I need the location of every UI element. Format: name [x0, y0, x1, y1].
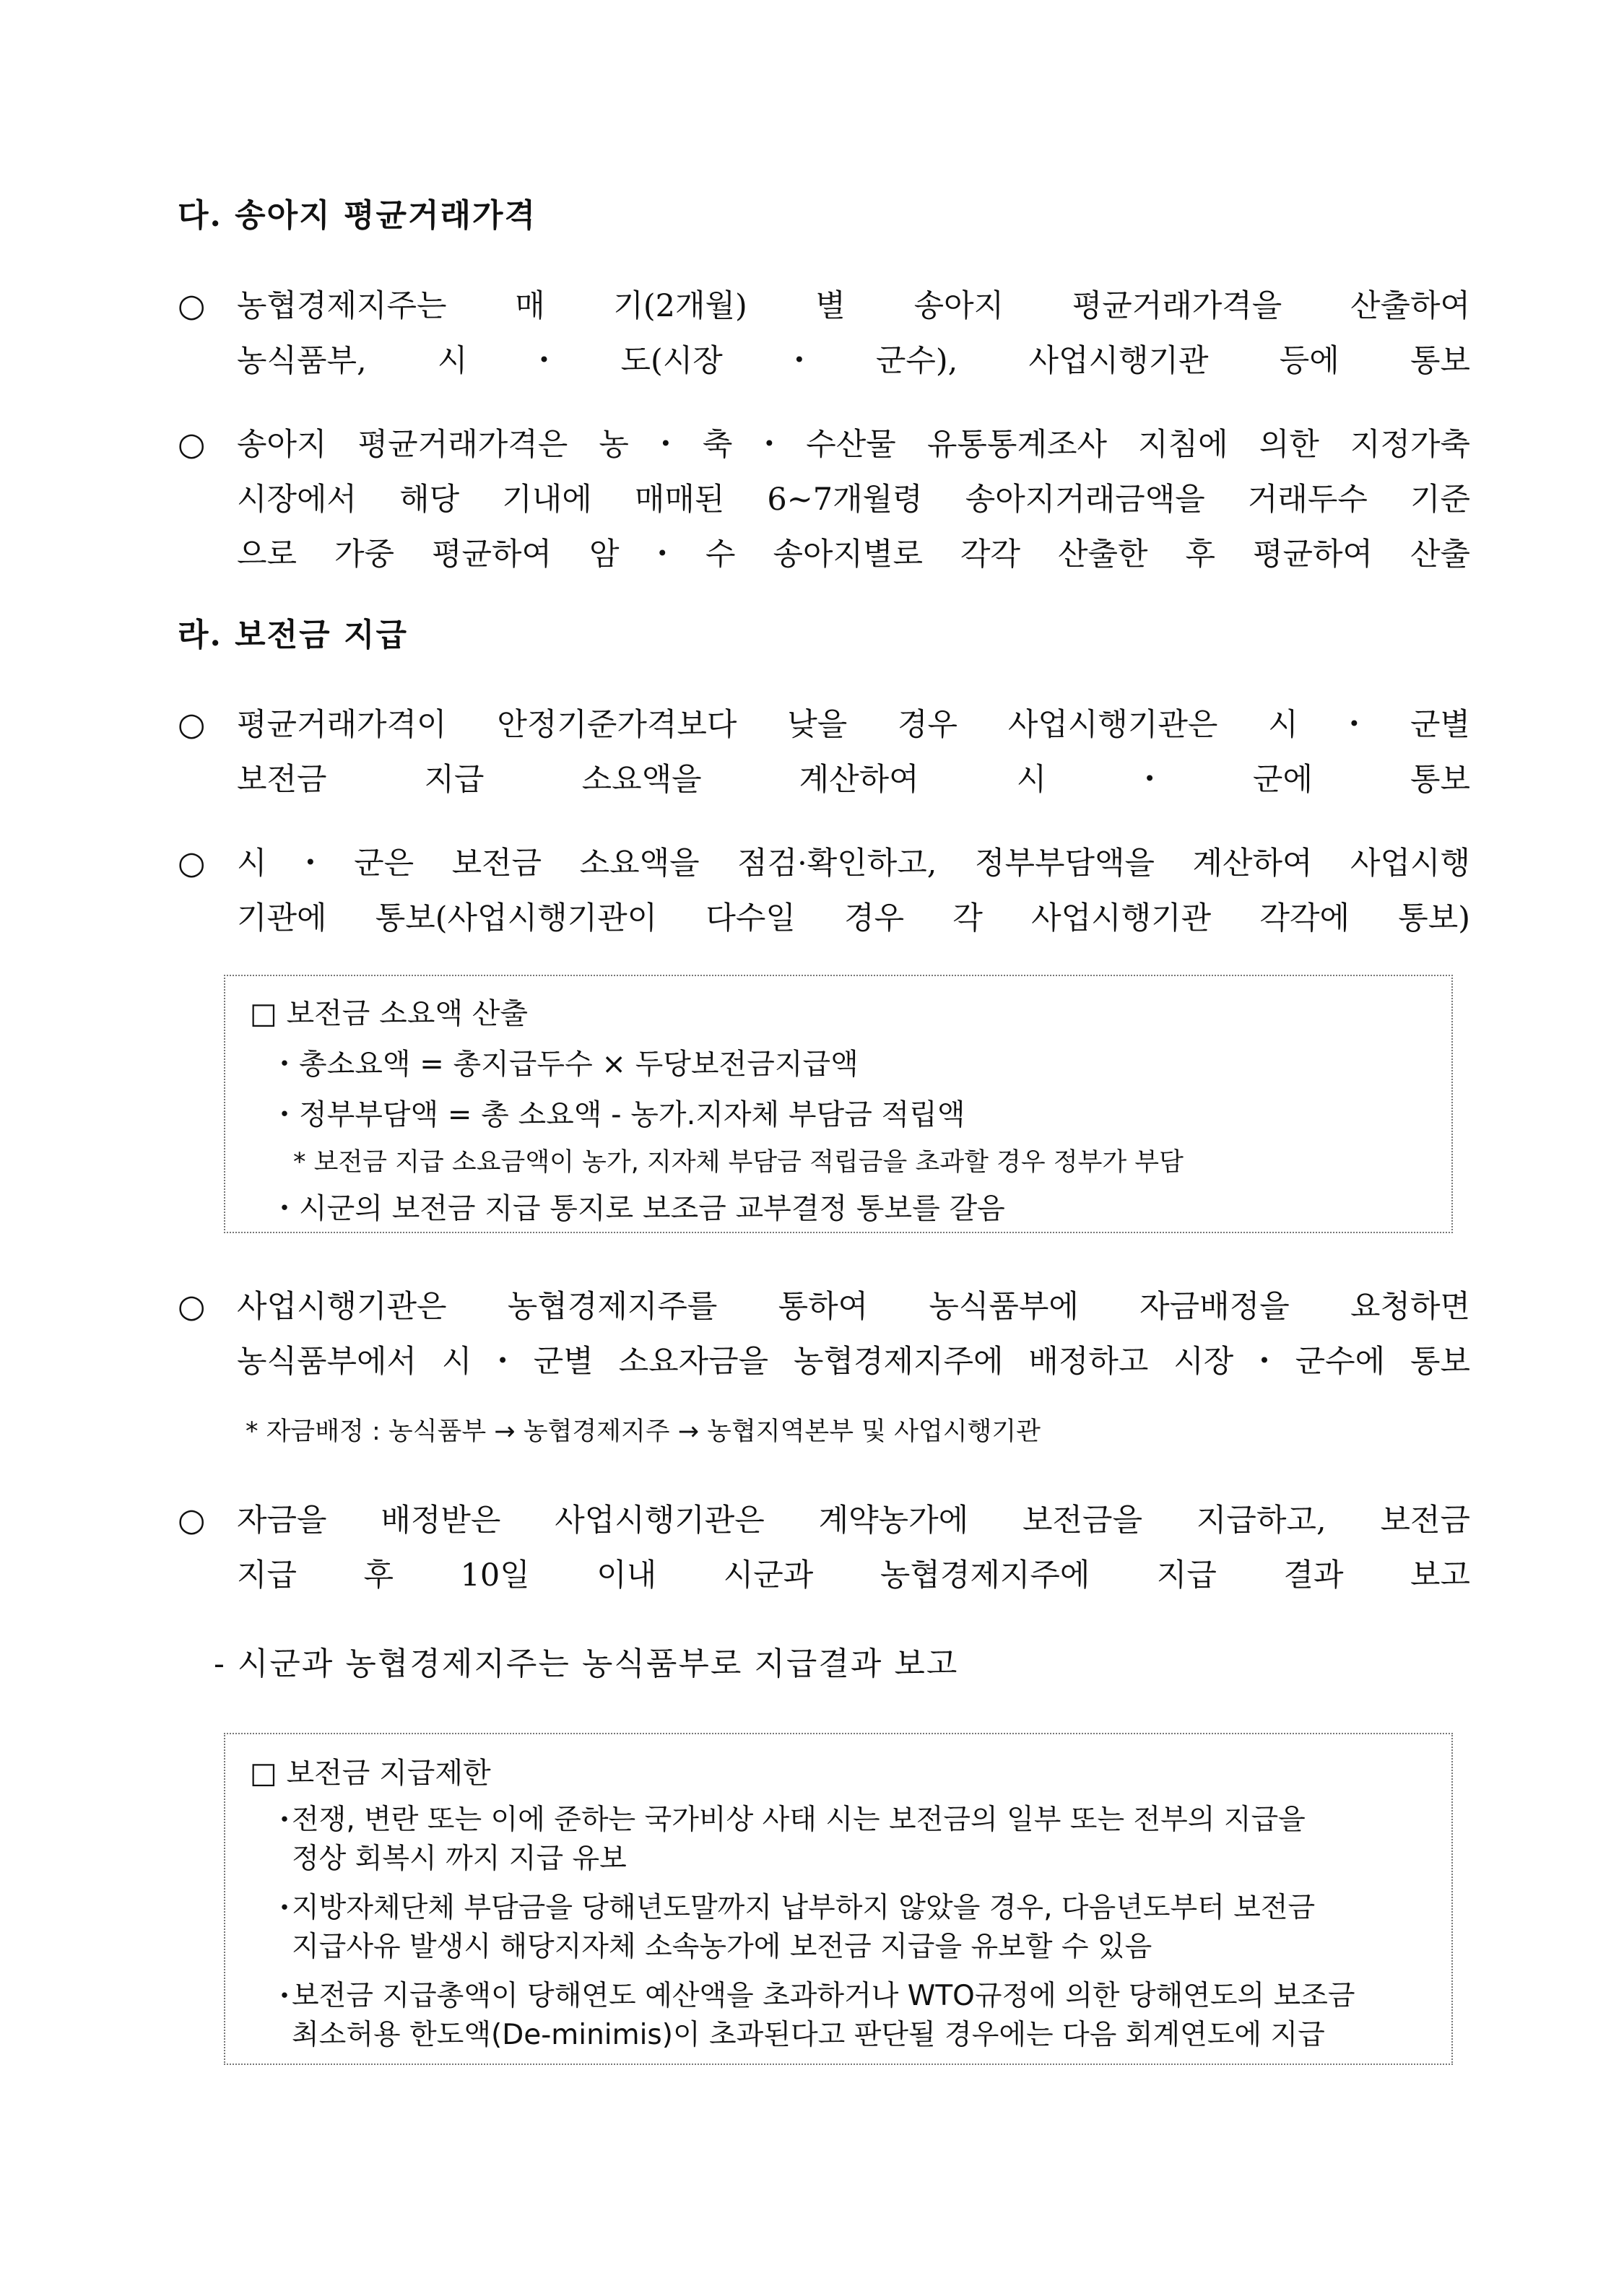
box-note: * 보전금 지급 소요금액이 농가, 지자체 부담금 적립금을 초과할 경우 정부가 부담 — [293, 1148, 1184, 1177]
dot-bullet-icon: ・ — [270, 1980, 299, 2013]
box-title: □ 보전금 소요액 산출 — [250, 997, 529, 1030]
paragraph-line: 시・군은 보전금 소요액을 점검·확인하고, 정부부담액을 계산하여 사업시행 — [237, 845, 1470, 882]
paragraph-line: 사업시행기관은 농협경제지주를 통하여 농식품부에 자금배정을 요청하면 — [237, 1289, 1470, 1325]
box-item-line: 최소허용 한도액(De-minimis)이 초과된다고 판단될 경우에는 다음 회계연도에 지급 — [292, 2019, 1325, 2051]
box-item — [270, 1977, 1434, 2055]
calculation-box — [224, 975, 1453, 1233]
box-item: ・총소요액 = 총지급두수 × 두당보전금지급액 — [270, 1048, 859, 1081]
paragraph-line: 농협경제지주는 매 기(2개월) 별 송아지 평균거래가격을 산출하여 — [237, 288, 1470, 324]
section-heading-d: 다. 송아지 평균거래가격 — [178, 197, 537, 234]
box-item-line: 지급사유 발생시 해당지자체 소속농가에 보전금 지급을 유보할 수 있음 — [292, 1931, 1152, 1963]
box-title: □ 보전금 지급제한 — [250, 1757, 491, 1790]
box-item: ・시군의 보전금 지급 통지로 보조금 교부결정 통보를 갈음 — [270, 1192, 1005, 1225]
circle-bullet-icon: ○ — [178, 1288, 206, 1325]
box-item-line: 정상 회복시 까지 지급 유보 — [292, 1843, 627, 1875]
circle-bullet-icon: ○ — [178, 287, 206, 324]
box-item-line: 지방자체단체 부담금을 당해년도말까지 납부하지 않았을 경우, 다음년도부터 보전금 — [292, 1892, 1316, 1924]
circle-bullet-icon: ○ — [178, 706, 206, 743]
circle-bullet-icon: ○ — [178, 845, 206, 882]
paragraph-line: 농식품부, 시・도(시장・군수), 사업시행기관 등에 통보 — [237, 343, 1470, 379]
paragraph-e2 — [178, 836, 1470, 946]
paragraph-line: 자금을 배정받은 사업시행기관은 계약농가에 보전금을 지급하고, 보전금 — [237, 1503, 1470, 1539]
paragraph-d2 — [178, 417, 1470, 582]
dot-bullet-icon: ・ — [270, 1892, 299, 1925]
paragraph-line: 보전금 지급 소요액을 계산하여 시・군에 통보 — [237, 762, 1470, 798]
paragraph-line: 시장에서 해당 기내에 매매된 6~7개월령 송아지거래금액을 거래두수 기준 — [237, 482, 1470, 518]
dot-bullet-icon: ・ — [270, 1804, 299, 1837]
circle-bullet-icon: ○ — [178, 1502, 206, 1539]
paragraph-e4 — [178, 1493, 1470, 1603]
paragraph-line: 송아지 평균거래가격은 농・축・수산물 유통통계조사 지침에 의한 지정가축 — [237, 427, 1470, 463]
paragraph-line: 지급 후 10일 이내 시군과 농협경제지주에 지급 결과 보고 — [237, 1557, 1470, 1593]
paragraph-line: 농식품부에서 시・군별 소요자금을 농협경제지주에 배정하고 시장・군수에 통보 — [237, 1344, 1470, 1380]
paragraph-e3 — [178, 1279, 1470, 1389]
dash-item: - 시군과 농협경제지주는 농식품부로 지급결과 보고 — [214, 1645, 959, 1682]
box-item — [270, 1889, 1434, 1967]
paragraph-e1 — [178, 697, 1470, 807]
paragraph-line: 평균거래가격이 안정기준가격보다 낮을 경우 사업시행기관은 시・군별 — [237, 707, 1470, 743]
circle-bullet-icon: ○ — [178, 426, 206, 463]
paragraph-d1 — [178, 279, 1470, 388]
box-item-line: 전쟁, 변란 또는 이에 준하는 국가비상 사태 시는 보전금의 일부 또는 전부의 지급을 — [292, 1804, 1306, 1836]
restriction-box — [224, 1733, 1453, 2065]
section-heading-e: 라. 보전금 지급 — [178, 617, 408, 653]
box-item — [270, 1801, 1434, 1879]
box-item-line: 보전금 지급총액이 당해연도 예산액을 초과하거나 WTO규정에 의한 당해연도의 보조금 — [292, 1980, 1355, 2012]
paragraph-line: 기관에 통보(사업시행기관이 다수일 경우 각 사업시행기관 각각에 통보) — [237, 900, 1470, 936]
paragraph-line: 으로 가중 평균하여 암・수 송아지별로 각각 산출한 후 평균하여 산출 — [237, 536, 1470, 573]
box-item: ・정부부담액 = 총 소요액 - 농가.지자체 부담금 적립액 — [270, 1098, 965, 1131]
allocation-note: * 자금배정 : 농식품부 → 농협경제지주 → 농협지역본부 및 사업시행기관 — [246, 1417, 1041, 1446]
